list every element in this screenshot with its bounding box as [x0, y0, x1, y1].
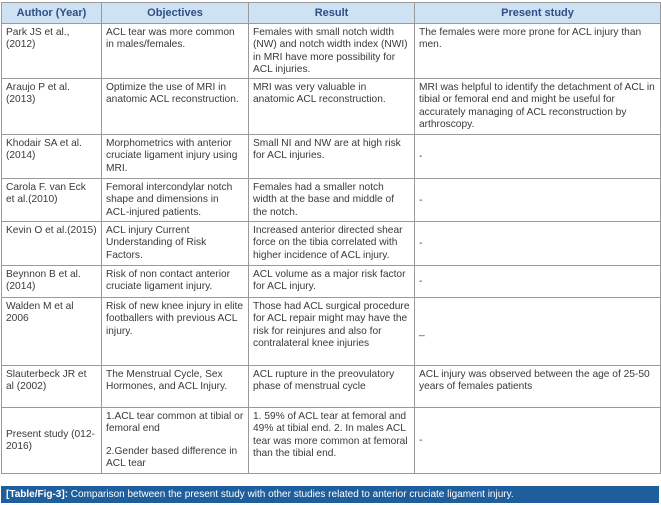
- cell-author: Carola F. van Eck et al.(2010): [2, 179, 102, 222]
- cell-objectives: Morphometrics with anterior cruciate ligament injury using MRI.: [102, 135, 249, 179]
- document-page: [0, 2, 661, 505]
- cell-author: Kevin O et al.(2015): [2, 222, 102, 266]
- cell-result: ACL volume as a major risk factor for ACL injury.: [249, 266, 415, 298]
- cell-objectives: Risk of new knee injury in elite footballers with previous ACL injury.: [102, 298, 249, 366]
- cell-result: Females had a smaller notch width at the base and middle of the notch.: [249, 179, 415, 222]
- table-row: [2, 266, 661, 298]
- header-result: Result: [249, 3, 415, 24]
- cell-present-study: ACL injury was observed between the age of 25-50 years of females patients: [415, 366, 661, 408]
- objective-point-1: 1.ACL tear common at tibial or femoral end: [106, 411, 244, 435]
- caption-label: [Table/Fig-3]:: [6, 489, 69, 500]
- cell-present-study: -: [415, 179, 661, 222]
- cell-objectives: Risk of non contact anterior cruciate ligament injury.: [102, 266, 249, 298]
- table-row: [2, 79, 661, 135]
- cell-author: Beynnon B et al.(2014): [2, 266, 102, 298]
- cell-result: ACL rupture in the preovulatory phase of menstrual cycle: [249, 366, 415, 408]
- table-row: [2, 222, 661, 266]
- header-objectives: Objectives: [102, 3, 249, 24]
- cell-author: Khodair SA et al.(2014): [2, 135, 102, 179]
- cell-objectives: Femoral intercondylar notch shape and dimensions in ACL-injured patients.: [102, 179, 249, 222]
- header-author-year: Author (Year): [2, 3, 102, 24]
- cell-present-study: -: [415, 222, 661, 266]
- objective-point-2: 2.Gender based difference in ACL tear: [106, 445, 238, 470]
- cell-objectives: ACL tear was more common in males/females.: [102, 24, 249, 79]
- comparison-table: [1, 2, 661, 474]
- caption-text: Comparison between the present study with other studies related to anterior cruciate ligament injury.: [68, 489, 514, 500]
- cell-result: MRI was very valuable in anatomic ACL reconstruction.: [249, 79, 415, 135]
- table-row: [2, 135, 661, 179]
- cell-result: Small NI and NW are at high risk for ACL injuries.: [249, 135, 415, 179]
- cell-objectives: The Menstrual Cycle, Sex Hormones, and ACL Injury.: [102, 366, 249, 408]
- cell-objectives: [102, 408, 249, 474]
- cell-author: Slauterbeck JR et al (2002): [2, 366, 102, 408]
- table-header-row: [2, 3, 661, 24]
- cell-objectives: ACL injury Current Understanding of Risk Factors.: [102, 222, 249, 266]
- table-row: [2, 298, 661, 366]
- cell-result: Increased anterior directed shear force on the tibia correlated with higher incidence of ACL injury.: [249, 222, 415, 266]
- table-row: [2, 408, 661, 474]
- table-caption: [1, 486, 659, 503]
- cell-result: Females with small notch width (NW) and notch width index (NWI) in MRI have more possibility for ACL injuries.: [249, 24, 415, 79]
- cell-present-study: -: [415, 408, 661, 474]
- cell-present-study: -: [415, 266, 661, 298]
- cell-result: Those had ACL surgical procedure for ACL repair might may have the risk for reinjures and also for contralateral knee injuries: [249, 298, 415, 366]
- cell-author: Present study (012-2016): [2, 408, 102, 474]
- cell-present-study: The females were more prone for ACL injury than men.: [415, 24, 661, 79]
- cell-objectives: Optimize the use of MRI in anatomic ACL reconstruction.: [102, 79, 249, 135]
- cell-result: 1. 59% of ACL tear at femoral and 49% at tibial end. 2. In males ACL tear was more common at femoral than the tibial end.: [249, 408, 415, 474]
- table-row: [2, 366, 661, 408]
- cell-present-study: -: [415, 135, 661, 179]
- cell-author: Walden M et al 2006: [2, 298, 102, 366]
- header-present-study: Present study: [415, 3, 661, 24]
- table-row: [2, 179, 661, 222]
- cell-present-study: MRI was helpful to identify the detachment of ACL in tibial or femoral end and might be useful for accurately managing of ACL reconstruction by arthroscopy.: [415, 79, 661, 135]
- cell-present-study: _: [415, 298, 661, 366]
- cell-author: Park JS et al., (2012): [2, 24, 102, 79]
- table-row: [2, 24, 661, 79]
- cell-author: Araujo P et al. (2013): [2, 79, 102, 135]
